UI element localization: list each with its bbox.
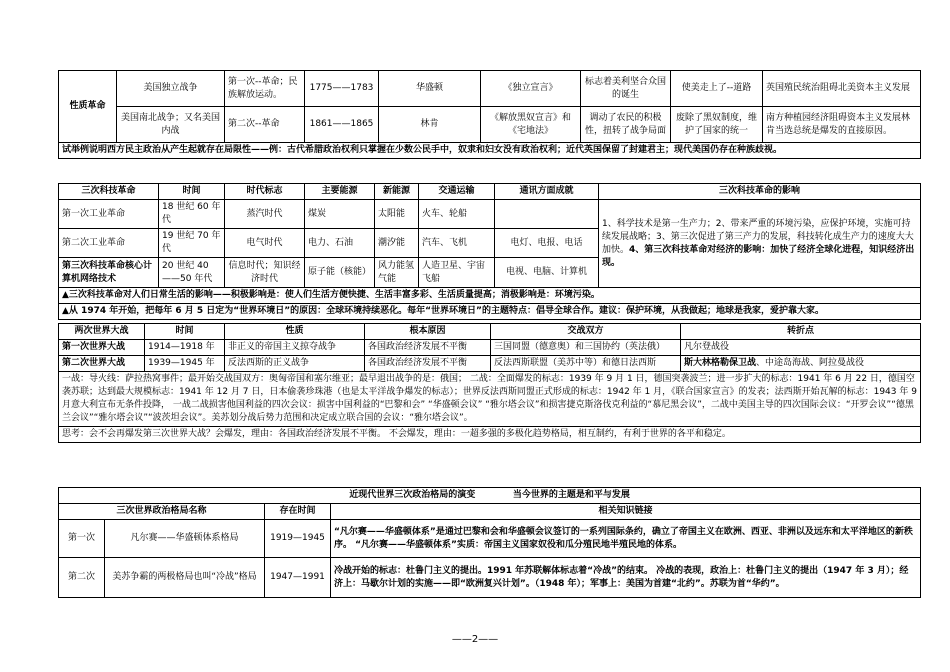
tech-header: 交通运输: [419, 184, 495, 200]
revolution-leader: 林肯: [379, 107, 481, 143]
patterns-header: 存在时间: [265, 504, 331, 520]
war-nature: 非正义的帝国主义掠夺战争: [225, 340, 365, 356]
wars-header: 交战双方: [491, 324, 681, 340]
tech-header: 时代标志: [225, 184, 305, 200]
revolution-years: 1775——1783: [305, 71, 379, 107]
tech-time: 19 世纪 70 年代: [159, 229, 225, 258]
revolution-name: 美国独立战争: [117, 71, 225, 107]
tech-comm: 电视、电脑、计算机: [495, 258, 599, 288]
revolution-effect: 使美走上了--道路: [671, 71, 763, 107]
tech-energy: 电力、石油: [305, 229, 375, 258]
wars-header: 根本原因: [365, 324, 491, 340]
revolution-document: 《解放黑奴宣言》和《宅地法》: [481, 107, 581, 143]
tech-header: 通讯方面成就: [495, 184, 599, 200]
pattern-name: 美苏争霸的两极格局也叫“冷战”格局: [105, 558, 265, 598]
revolution-type: 第一次--革命；民族解放运动。: [225, 71, 305, 107]
tech-name: 第一次工业革命: [59, 200, 159, 229]
wars-header: 性质: [225, 324, 365, 340]
revolution-document: 《独立宣言》: [481, 71, 581, 107]
patterns-title: [59, 488, 921, 504]
war-nature: 反法西斯的正义战争: [225, 356, 365, 372]
tech-new-energy: 太阳能: [375, 200, 419, 229]
tech-table: [58, 183, 921, 320]
tech-transport: 火车、轮船: [419, 200, 495, 229]
war-turning-rest: 、中途岛海战、阿拉曼战役: [756, 358, 865, 368]
tech-header: 三次科技革命: [59, 184, 159, 200]
tech-new-energy: 风力能氢气能: [375, 258, 419, 288]
tech-note: ▲三次科技革命对人们日常生活的影响——积极影响是：使人们生活方便快捷、生活丰富多彩、生活质量提高；消极影响是：环境污染。: [59, 288, 921, 304]
revolution-type: 第二次--革命: [225, 107, 305, 143]
war-time: 1914—1918 年: [145, 340, 225, 356]
war-cause: 各国政治经济发展不平衡: [365, 340, 491, 356]
revolution-leader: 华盛顿: [379, 71, 481, 107]
pattern-index: 第二次: [59, 558, 105, 598]
revolution-note: 英国殖民统治阻碍北美资本主义发展: [763, 71, 921, 107]
tech-new-energy: 潮汐能: [375, 229, 419, 258]
tech-time: 20 世纪 40——50 年代: [159, 258, 225, 288]
tech-header: 主要能源: [305, 184, 375, 200]
revolution-effect: 废除了黑奴制度，维护了国家的统一: [671, 107, 763, 143]
pattern-link: 冷战开始的标志：杜鲁门主义的提出。1991 年苏联解体标志着“冷战”的结束。 冷战的表现，政治上：杜鲁门主义的提出（1947 年 3 月）；经济上：马歇尔计划的实施——即“欧洲复兴计划”。（1948 年）；军事上：美国为首建“北约”。苏联为首“华约”。: [331, 558, 921, 598]
wars-details: 一战：导火线：萨拉热窝事件；最开始交战国双方：奥匈帝国和塞尔维亚；最早退出战争的是：俄国； 二战：全面爆发的标志：1939 年 9 月 1 日，德国突袭波兰；进一步扩大的标志：1941 年 6 月 22 日，德国空袭苏联；达到最大规模标志：1941 年 12 月 7 日，日本偷袭珍珠港（也是太平洋战争爆发的标志）；世界反法西斯同盟正式形成的标志：1942 年 1 月，《联合国家宣言》的发表；法西斯开始瓦解的标志：1943 年 9 月意大利宣布无条件投降， 一战二战损害他国利益的四次会议：损害中国利益的“巴黎和会” “华盛顿会议” “雅尔塔会议”和损害捷克斯洛伐克利益的“慕尼黑会议”，二战中美国主导的四次国际会议：“开罗会议”“德黑兰会议”“雅尔塔会议”“波茨坦会议”。美苏划分战后势力范围和决定成立联合国的会议：“雅尔塔会议”。: [59, 372, 921, 427]
war-turning: [681, 356, 921, 372]
tech-comm: 电灯、电报、电话: [495, 229, 599, 258]
war-sides: 三国同盟（德意奥）和三国协约（英法俄）: [491, 340, 681, 356]
tech-symbol: 蒸汽时代: [225, 200, 305, 229]
tech-header: 新能源: [375, 184, 419, 200]
revolution-table: [58, 70, 921, 159]
tech-impact-bold: 4、第三次科技革命对经济的影响：加快了经济全球化进程，知识经济出现。: [602, 244, 915, 268]
wars-header: 时间: [145, 324, 225, 340]
revolution-summary: 试举例说明西方民主政治从产生起就存在局限性——例：古代希腊政治权利只掌握在少数公民手中，奴隶和妇女没有政治权利；近代英国保留了封建君主；现代美国仍存在种族歧视。: [59, 143, 921, 159]
tech-impact-plain: 1、科学技术是第一生产力；2、带来严重的环境污染，应保护环境，实施可持续发展战略；3、第三次促进了第三产力的发展，科技转化成生产力的速度大大加快。: [602, 218, 914, 255]
pattern-index: 第一次: [59, 520, 105, 558]
patterns-title-left: 近现代世界三次政治格局的演变: [349, 490, 476, 500]
tech-energy: 煤炭: [305, 200, 375, 229]
revolution-significance: 标志着美利坚合众国的诞生: [581, 71, 671, 107]
tech-note: ▲从 1974 年开始，把每年 6 月 5 日定为“世界环境日”的原因：全球环境持续恶化。每年“世界环境日”的主题特点：倡导全球合作。建议：保护环境，从我做起；地球是我家，爱护靠大家。: [59, 304, 921, 320]
tech-name: 第二次工业革命: [59, 229, 159, 258]
pattern-time: 1919—1945: [265, 520, 331, 558]
tech-name: 第三次科技革命核心计算机网络技术: [59, 258, 159, 288]
war-turning: 凡尔登战役: [681, 340, 921, 356]
revolution-years: 1861——1865: [305, 107, 379, 143]
tech-header: 三次科技革命的影响: [599, 184, 921, 200]
pattern-time: 1947—1991: [265, 558, 331, 598]
war-sides: 反法西斯联盟（美苏中等）和德日法西斯: [491, 356, 681, 372]
wars-header: 两次世界大战: [59, 324, 145, 340]
tech-transport: 汽车、飞机: [419, 229, 495, 258]
pattern-name: 凡尔赛——华盛顿体系格局: [105, 520, 265, 558]
revolution-note: 南方种植园经济阻碍资本主义发展林肯当选总统是爆发的直接原因。: [763, 107, 921, 143]
revolution-significance: 调动了农民的积极性，扭转了战争局面: [581, 107, 671, 143]
revolution-name: 美国南北战争；又名美国内战: [117, 107, 225, 143]
war-time: 1939—1945 年: [145, 356, 225, 372]
tech-comm: [495, 200, 599, 229]
war-turning-main: 斯大林格勒保卫战: [684, 358, 757, 368]
tech-time: 18 世纪 60 年代: [159, 200, 225, 229]
tech-symbol: 信息时代；知识经济时代: [225, 258, 305, 288]
wars-table: [58, 323, 921, 443]
tech-symbol: 电气时代: [225, 229, 305, 258]
page-number: ——2——: [451, 634, 499, 645]
patterns-table: [58, 487, 921, 598]
row-label: 性质革命: [59, 71, 117, 143]
patterns-title-right: 当今世界的主题是和平与发展: [512, 490, 630, 500]
patterns-header: 相关知识链接: [331, 504, 921, 520]
patterns-header: 三次世界政治格局名称: [59, 504, 265, 520]
wars-thinking: 思考：会不会再爆发第三次世界大战？会爆发，理由：各国政治经济发展不平衡。 不会爆发，理由：一超多强的多极化趋势格局，相互制约，有利于世界的各平和稳定。: [59, 427, 921, 443]
tech-transport: 人造卫星、宇宙飞船: [419, 258, 495, 288]
tech-header: 时间: [159, 184, 225, 200]
wars-header: 转折点: [681, 324, 921, 340]
war-name: 第一次世界大战: [59, 340, 145, 356]
tech-energy: 原子能（核能）: [305, 258, 375, 288]
tech-impact: [599, 200, 921, 288]
pattern-link: “凡尔赛——华盛顿体系”是通过巴黎和会和华盛顿会议签订的一系列国际条约，确立了帝国主义在欧洲、西亚、非洲以及远东和太平洋地区的新秩序。 “凡尔赛——华盛顿体系”实质：帝国主义国家奴役和瓜分殖民地半殖民地的体系。: [331, 520, 921, 558]
war-name: 第二次世界大战: [59, 356, 145, 372]
war-cause: 各国政治经济发展不平衡: [365, 356, 491, 372]
